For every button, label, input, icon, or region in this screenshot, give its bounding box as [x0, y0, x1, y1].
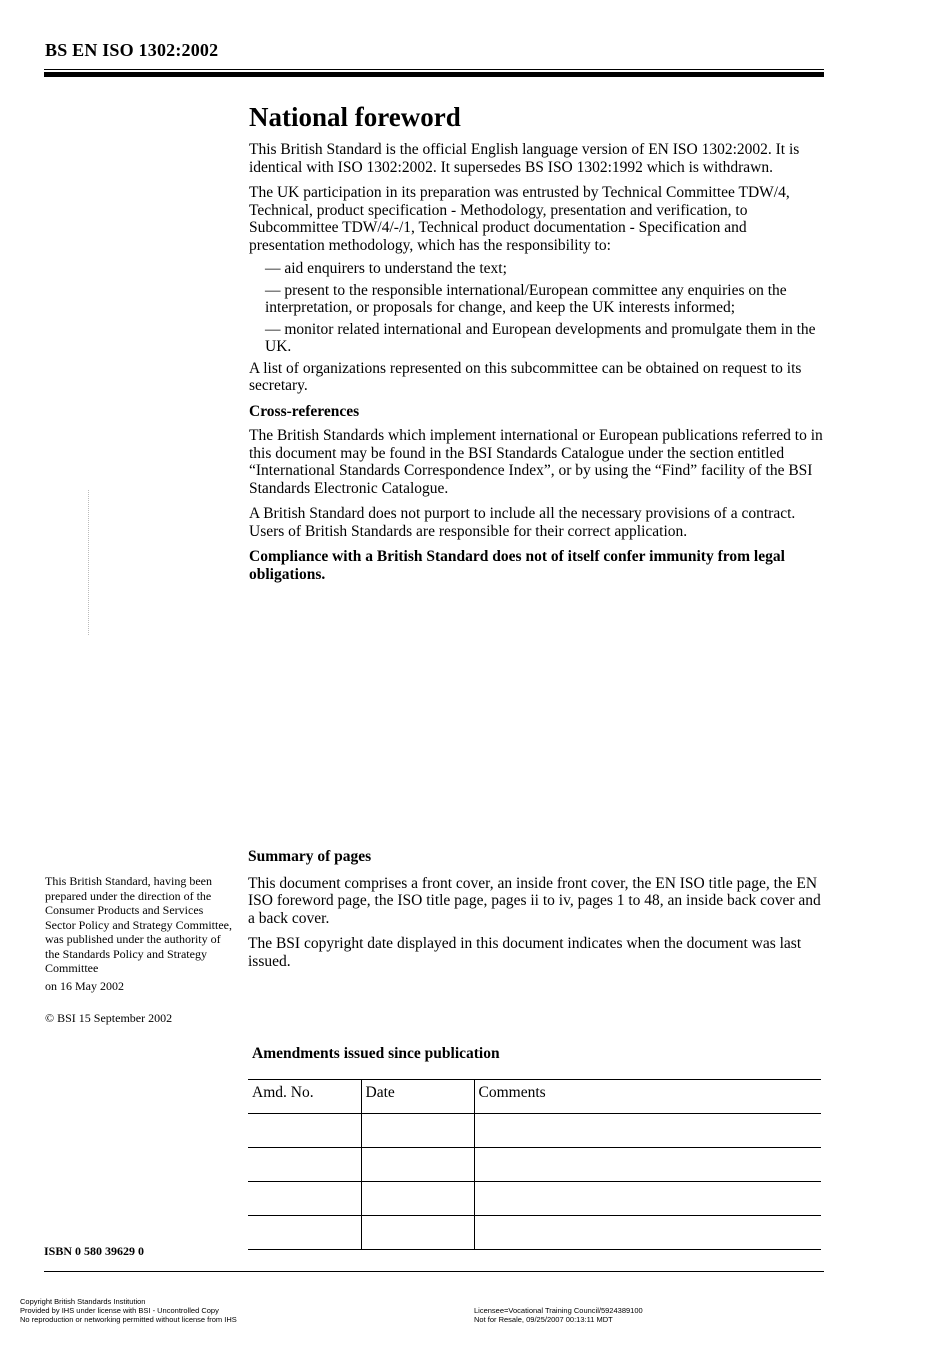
footer-line: Copyright British Standards Institution: [20, 1297, 146, 1306]
table-cell: [248, 1216, 361, 1250]
responsibility-item: — aid enquirers to understand the text;: [265, 260, 507, 277]
publication-note: This British Standard, having been prepared under the direction of the Consumer Products and Services Sector Policy and Strategy Committee, was published under the authority of the Standards Policy and Strategy Committee: [45, 874, 232, 975]
section-heading: Cross-references: [249, 402, 360, 420]
responsibility-item: — present to the responsible international/European committee any enquiries on the interpretation, or proposals for change, and keep the UK interests informed;: [265, 281, 787, 316]
page-title: National foreword: [249, 102, 461, 132]
table-cell: [248, 1182, 361, 1216]
footer-license-left: [20, 1297, 237, 1324]
table-cell: [248, 1114, 361, 1148]
header-rule-thick: [44, 72, 824, 77]
publication-sidebar: [45, 874, 235, 1026]
foreword-paragraph: This British Standard is the official English language version of EN ISO 1302:2002. It is identical with ISO 1302:2002. It supersedes BS ISO 1302:1992 which is withdrawn.: [249, 141, 800, 176]
footer-line: Provided by IHS under license with BSI - Uncontrolled Copy: [20, 1306, 219, 1315]
national-foreword: [249, 100, 824, 591]
footer-line: Not for Resale, 09/25/2007 00:13:11 MDT: [474, 1315, 613, 1324]
footer-license-right: [474, 1306, 643, 1324]
foreword-paragraph: A list of organizations represented on this subcommittee can be obtained on request to its secretary.: [249, 359, 802, 394]
table-cell: [361, 1114, 474, 1148]
table-row: [248, 1216, 821, 1250]
table-cell: [474, 1114, 821, 1148]
amendments-title: Amendments issued since publication: [252, 1045, 500, 1062]
footer-line: Licensee=Vocational Training Council/5924389100: [474, 1306, 643, 1315]
table-row: [248, 1148, 821, 1182]
publication-date: on 16 May 2002: [45, 978, 124, 993]
margin-mark: [88, 490, 91, 635]
amendments-table: [248, 1079, 821, 1250]
responsibility-item: — monitor related international and European developments and promulgate them in the UK.: [265, 320, 816, 355]
column-header: Comments: [474, 1080, 821, 1114]
compliance-statement: Compliance with a British Standard does not of itself confer immunity from legal obligations.: [249, 548, 785, 583]
table-row: [248, 1182, 821, 1216]
isbn: ISBN 0 580 39629 0: [44, 1244, 145, 1258]
column-header: Date: [361, 1080, 474, 1114]
foreword-paragraph: A British Standard does not purport to include all the necessary provisions of a contract. Users of British Standards are responsible for their correct application.: [249, 505, 796, 540]
footer-rule: [44, 1271, 824, 1272]
foreword-paragraph: The British Standards which implement international or European publications referred to in this document may be found in the BSI Standards Catalogue under the section entitled “International Standards Correspondence Index”, or by using the “Find” facility of the BSI Standards Electronic Catalogue.: [249, 427, 823, 497]
table-cell: [361, 1182, 474, 1216]
table-cell: [361, 1148, 474, 1182]
foreword-paragraph: The UK participation in its preparation was entrusted by Technical Committee TDW/4, Technical, product specification - Methodology, presentation and verification, to Subcommittee TDW/4/-/1, Technical product documentation - Specification and presentation methodology, which has the responsibility to:: [249, 184, 790, 254]
footer-line: No reproduction or networking permitted without license from IHS: [20, 1315, 237, 1324]
summary-of-pages: [248, 848, 824, 978]
table-cell: [474, 1182, 821, 1216]
table-cell: [361, 1216, 474, 1250]
table-cell: [474, 1216, 821, 1250]
section-heading: Summary of pages: [248, 848, 372, 865]
document-code: BS EN ISO 1302:2002: [45, 40, 219, 60]
summary-paragraph: The BSI copyright date displayed in this document indicates when the document was last issued.: [248, 935, 802, 970]
summary-paragraph: This document comprises a front cover, an inside front cover, the EN ISO title page, the EN ISO foreword page, the ISO title page, pages ii to iv, pages 1 to 48, an inside back cover and a back cover.: [248, 874, 821, 927]
copyright-notice: © BSI 15 September 2002: [45, 1011, 173, 1025]
column-header: Amd. No.: [248, 1080, 361, 1114]
table-cell: [248, 1148, 361, 1182]
table-cell: [474, 1148, 821, 1182]
table-header-row: [248, 1080, 821, 1114]
table-row: [248, 1114, 821, 1148]
header-rule-thin: [44, 69, 824, 70]
